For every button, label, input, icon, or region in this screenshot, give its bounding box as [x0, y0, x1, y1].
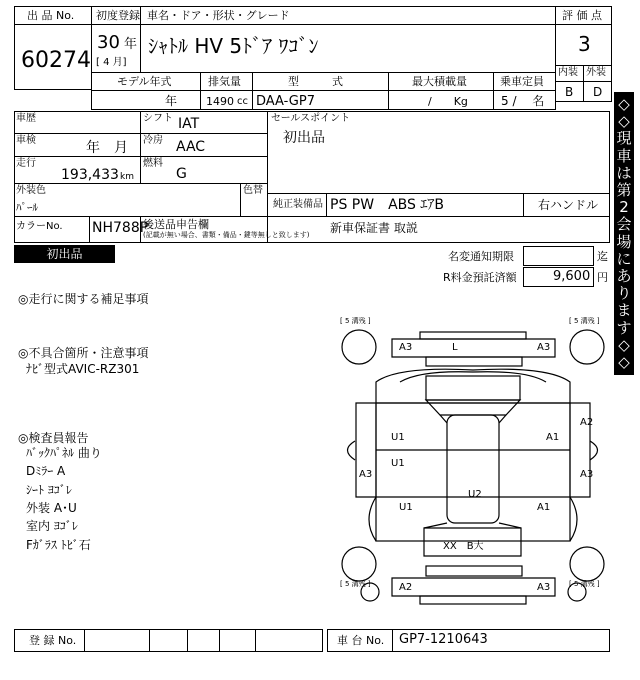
name-change-deadline-label: 名変通知期限 [448, 250, 514, 263]
model-type: DAA-GP7 [256, 94, 315, 109]
tire-front-right: [ 5 溝残 ] [569, 317, 600, 325]
exterior-color-label: 外装色 [16, 185, 46, 196]
mileage-label: 走行 [16, 158, 36, 169]
car-damage-diagram [338, 316, 612, 620]
interior-grade: B [565, 85, 574, 99]
model-type-label: 型 式 [288, 75, 343, 88]
fuel-label: 燃料 [143, 158, 163, 169]
damage-mark: XX B大 [443, 541, 484, 552]
after-docs-note: (記載が無い場合、書類・備品・鍵等無しと致します) [143, 231, 310, 239]
lot-number-label: 出 品 No. [27, 9, 75, 22]
lot-number: 60274 [21, 48, 91, 73]
damage-mark: A3 [537, 582, 551, 593]
exterior-color: ﾊﾟｰﾙ [16, 201, 38, 214]
inspector-line: Dﾐﾗｰ A [26, 464, 66, 478]
damage-mark: A3 [359, 469, 373, 480]
shift-value: IAT [178, 116, 200, 132]
steering-side: 右ハンドル [538, 198, 599, 212]
mileage-value: 193,433 [61, 167, 119, 183]
damage-mark: A2 [399, 582, 413, 593]
inspector-line: Fｶﾞﾗｽ ﾄﾋﾞ石 [26, 538, 91, 552]
defects-heading: ◎不具合箇所・注意事項 [18, 346, 149, 360]
displacement-value: 1490 [206, 95, 234, 108]
shaken-value: 年 月 [86, 140, 128, 156]
inspector-line: ﾊﾞｯｸﾊﾟﾈﾙ 曲り [26, 446, 102, 460]
max-load: / Kg [428, 95, 468, 108]
exterior-grade: D [593, 85, 603, 99]
mileage-unit: km [120, 172, 134, 182]
tire-rear-left: [ 5 溝残 ] [340, 580, 371, 588]
color-number: NH788P [92, 220, 149, 236]
damage-mark: L [452, 342, 458, 353]
damage-mark: A3 [537, 342, 551, 353]
chassis-number-label: 車 台 No. [337, 634, 385, 647]
exterior-grade-label: 外装 [586, 67, 606, 78]
color-change-label: 色替 [243, 185, 263, 196]
aircon-label: 冷房 [143, 135, 163, 146]
capacity-label: 乗車定員 [500, 75, 544, 88]
sales-point: 初出品 [283, 130, 325, 146]
name-change-deadline-unit: 迄 [597, 250, 608, 263]
interior-grade-label: 内装 [558, 67, 578, 78]
displacement-unit: cc [237, 96, 248, 107]
fuel-value: G [176, 166, 187, 182]
aircon-value: AAC [176, 139, 206, 155]
damage-mark: A1 [546, 432, 560, 443]
warranty-docs: 新車保証書 取説 [330, 221, 418, 235]
after-docs-label: 後送品申告欄 [143, 218, 209, 231]
damage-mark: U1 [391, 432, 405, 443]
car-name-label: 車名・ドア・形状・グレード [147, 9, 290, 22]
inspector-line: ｼｰﾄ ﾖｺﾞﾚ [26, 483, 72, 497]
first-registration-year-unit: 年 [124, 37, 138, 52]
first-listing-badge: 初出品 [14, 245, 115, 263]
drive-notes-heading: ◎走行に関する補足事項 [18, 292, 149, 306]
damage-mark: U1 [391, 458, 405, 469]
recycle-fee: 9,600 [553, 269, 591, 284]
displacement-label: 排気量 [208, 75, 241, 88]
shaken-label: 車検 [16, 135, 36, 146]
side-banner: ◇ ◇ 現 車 は 第 2 会 場 に あ り ま す ◇ ◇ [614, 92, 634, 375]
damage-mark: A2 [580, 417, 594, 428]
damage-mark: U1 [399, 502, 413, 513]
name-change-deadline-box [523, 246, 594, 266]
max-load-label: 最大積載量 [412, 75, 467, 88]
damage-mark: U2 [468, 489, 482, 500]
damage-mark: A3 [399, 342, 413, 353]
registration-number-label: 登 録 No. [29, 634, 77, 647]
chassis-number: GP7-1210643 [399, 632, 488, 647]
defects-line: ﾅﾋﾞ型式AVIC-RZ301 [26, 362, 140, 376]
first-registration-year: 30 [97, 32, 120, 53]
model-year-unit: 年 [165, 94, 178, 108]
score: 3 [578, 32, 591, 56]
damage-mark: A3 [580, 469, 594, 480]
capacity: 5 / 名 [501, 94, 545, 108]
sales-point-label: セールスポイント [271, 113, 351, 124]
inspector-heading: ◎検査員報告 [18, 431, 89, 445]
inspector-line: 室内 ﾖｺﾞﾚ [26, 519, 78, 533]
equipment-label: 純正装備品 [273, 199, 323, 210]
tire-front-left: [ 5 溝残 ] [340, 317, 371, 325]
color-number-label: カラーNo. [16, 221, 63, 232]
first-registration-label: 初度登録 [96, 9, 140, 22]
shift-label: シフト [143, 113, 173, 124]
score-label: 評 価 点 [562, 9, 602, 22]
recycle-fee-unit: 円 [597, 271, 608, 284]
inspector-line: 外装 A･U [26, 501, 77, 515]
model-year-label: モデル年式 [117, 75, 172, 88]
first-registration-month: [ 4 月] [96, 57, 127, 68]
car-name: ｼｬﾄﾙ HV 5ﾄﾞｱ ﾜｺﾞﾝ [148, 34, 319, 58]
tire-rear-right: [ 5 溝残 ] [569, 580, 600, 588]
equipment: PS PW ABS ｴｱB [330, 197, 444, 213]
damage-mark: A1 [537, 502, 551, 513]
history-label: 車歴 [16, 113, 36, 124]
recycle-fee-label: R料金預託済額 [443, 271, 517, 284]
